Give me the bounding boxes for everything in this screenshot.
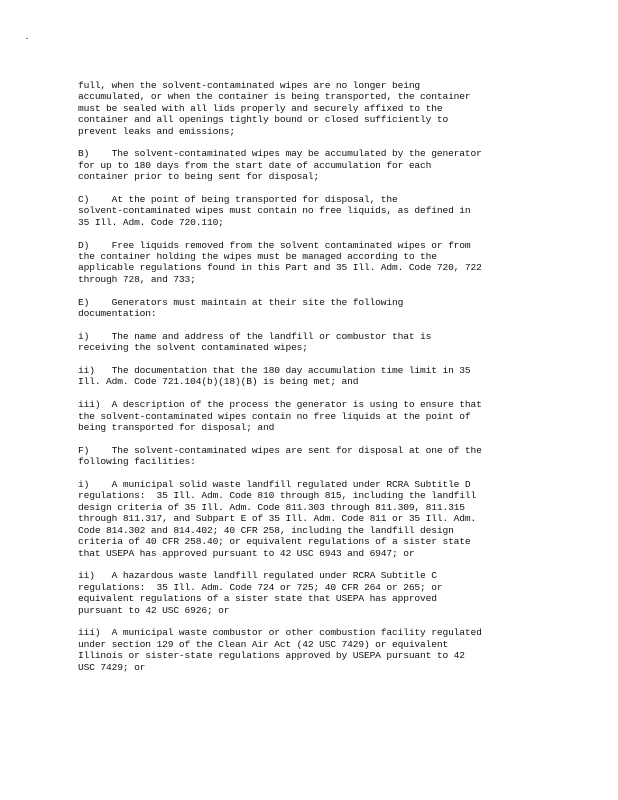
paragraph-f-i-municipal-landfill: i) A municipal solid waste landfill regulated under RCRA Subtitle D regulations: 35 Ill. Adm. Code 810 through 815, including the landfill design criteria of 35 Ill. Adm. Code 811.303 through 811.309, 811.315 through 811.317, and Subpart E of 35 Ill. Adm. Code 811 or 35 Ill. Adm. Code 814.302 and 814.402; 40 CFR 258, including the landfill design criteria of 40 CFR 258.40; or equivalent regulations of a sister state that USEPA has approved pursuant to 42 USC 6943 and 6947; or [78,479,477,559]
paragraph-e-iii-process-description: iii) A description of the process the generator is using to ensure that the solvent-contaminated wipes contain no free liquids at the point of being transported for disposal; and [78,399,482,434]
paragraph-container-sealing: full, when the solvent-contaminated wipes are no longer being accumulated, or when the container is being transported, the container must be sealed with all lids properly and securely affixed to the container and all openings tightly bound or closed sufficiently to prevent leaks and emissions; [78,80,471,137]
paragraph-e-i-facility-name: i) The name and address of the landfill or combustor that is receiving the solvent contaminated wipes; [78,330,432,354]
paragraph-c-free-liquids: C) At the point of being transported for disposal, the solvent-contaminated wipes must contain no free liquids, as defined in 35 Ill. Adm. Code 720.110; [78,194,471,228]
scan-artifact [26,38,28,39]
regulation-text-body [78,80,548,684]
paragraph-e-documentation: E) Generators must maintain at their site the following documentation: [78,296,404,320]
paragraph-f-disposal-facilities: F) The solvent-contaminated wipes are sent for disposal at one of the following facilities: [78,444,482,468]
paragraph-e-ii-time-limit: ii) The documentation that the 180 day accumulation time limit in 35 Ill. Adm. Code 721.104(b)(18)(B) is being met; and [78,365,471,388]
paragraph-f-ii-hazardous-landfill: ii) A hazardous waste landfill regulated under RCRA Subtitle C regulations: 35 Ill. Adm. Code 724 or 725; 40 CFR 264 or 265; or equivalent regulations of a sister state that USEPA has approved pursuant to 42 USC 6926; or [78,570,443,616]
paragraph-f-iii-combustor: iii) A municipal waste combustor or other combustion facility regulated under section 129 of the Clean Air Act (42 USC 7429) or equivalent Illinois or sister-state regulations approved by USEPA pursuant to 42 USC 7429; or [78,627,482,673]
paragraph-d-liquid-management: D) Free liquids removed from the solvent contaminated wipes or from the container holding the wipes must be managed according to the applicable regulations found in this Part and 35 Ill. Adm. Code 720, 722 through 728, and 733; [78,239,482,285]
paragraph-b-accumulation-time: B) The solvent-contaminated wipes may be accumulated by the generator for up to 180 days from the start date of accumulation for each container prior to being sent for disposal; [78,148,482,183]
